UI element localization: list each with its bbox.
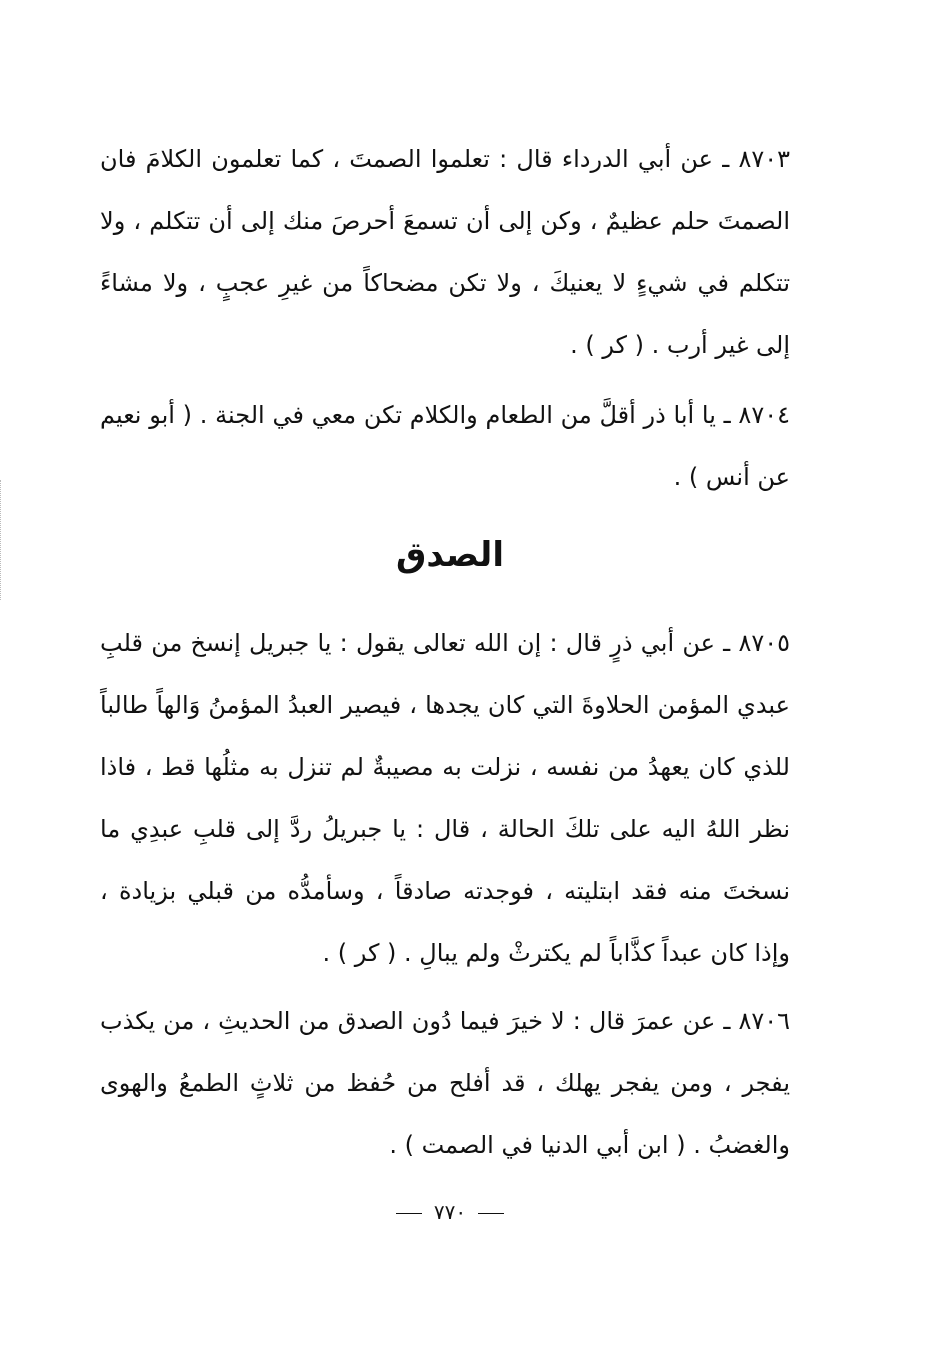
footer-dash-left — [478, 1213, 504, 1214]
page-number: ٧٧٠ — [433, 1200, 467, 1224]
separator-dash: ـ — [723, 401, 731, 429]
hadith-text: عن عمرَ قال : لا خيرَ فيما دُون الصدق من الحديثِ ، من يكذب يفجر ، ومن يفجر يهلك ، قد أفلح من حُفظ من ثلاثٍ الطمعُ والهوى والغضبُ . ( ابن أبي الدنيا في الصمت ) . — [100, 1007, 790, 1159]
hadith-text: عن أبي الدرداء قال : تعلموا الصمتَ ، كما تعلمون الكلامَ فان الصمتَ حلم عظيمٌ ، وكن إلى أن تسمعَ أحرصَ منك إلى أن تتكلم ، ولا تتكلم في شيءٍ لا يعنيكَ ، ولا تكن مضحاكاً من غيرِ عجبٍ ، ولا مشاءً إلى غير أرب . ( كر ) . — [100, 145, 790, 359]
hadith-8704 — [100, 384, 790, 508]
footer-dash-right — [396, 1213, 422, 1214]
hadith-8703 — [100, 128, 790, 376]
hadith-text: عن أبي ذرٍ قال : إن الله تعالى يقول : يا جبريل إنسخ من قلبِ عبدي المؤمن الحلاوةَ التي كان يجدها ، فيصير العبدُ المؤمنُ وَالهاً طالباً للذي كان يعهدُ من نفسه ، نزلت به مصيبةٌ لم تنزل به مثلُها قط ، فاذا نظر اللهُ اليه على تلكَ الحالة ، قال : يا جبريلُ ردَّ إلى قلبِ عبدِي ما نسختَ منه فقد ابتليته ، فوجدته صادقاً ، وسأمدُّه من قبلي بزيادة ، وإذا كان عبداً كذَّاباً لم يكترثْ ولم يبالِ . ( كر ) . — [100, 629, 790, 967]
separator-dash: ـ — [722, 145, 730, 173]
hadith-number: ٨٧٠٤ — [738, 401, 790, 429]
section-heading: الصدق — [396, 535, 504, 575]
hadith-8705 — [100, 612, 790, 984]
hadith-number: ٨٧٠٣ — [738, 145, 791, 173]
separator-dash: ـ — [723, 1007, 731, 1035]
hadith-number: ٨٧٠٥ — [738, 629, 790, 657]
hadith-text: يا أبا ذر أقلَّ من الطعام والكلام تكن معي في الجنة . ( أبو نعيم عن أنس ) . — [100, 401, 790, 491]
page-footer — [0, 1200, 900, 1224]
hadith-8706 — [100, 990, 790, 1176]
separator-dash: ـ — [723, 629, 731, 657]
hadith-number: ٨٧٠٦ — [738, 1007, 790, 1035]
